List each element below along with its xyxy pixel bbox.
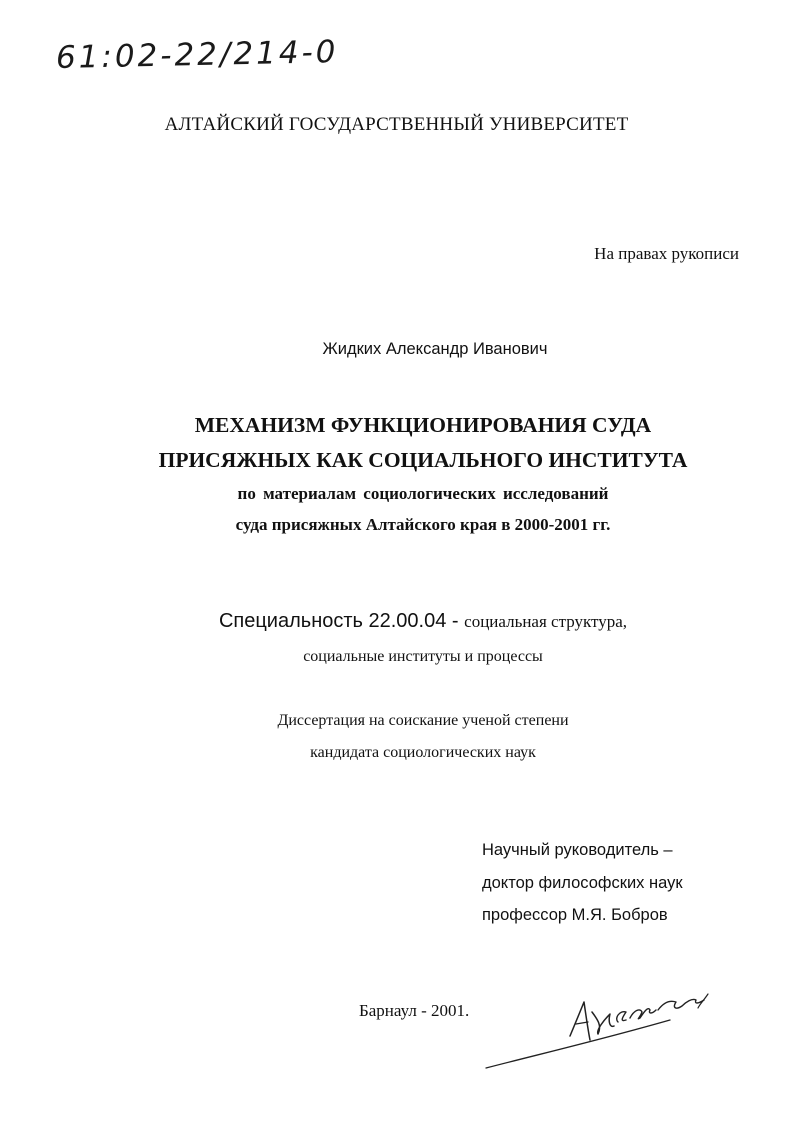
author-signature: [480, 990, 730, 1080]
manuscript-rights-note: На правах рукописи: [594, 244, 739, 263]
subtitle-line-1: по материалам социологических исследований: [237, 484, 609, 503]
specialty-label: Специальность: [218, 610, 363, 632]
archive-code-handwritten: 61:02-22/214-0: [55, 34, 339, 76]
title-line-2: ПРИСЯЖНЫХ КАК СОЦИАЛЬНОГО ИНСТИТУТА: [158, 448, 688, 472]
dissertation-line-1: Диссертация на соискание ученой степени: [277, 712, 569, 729]
specialty-name-line-1: социальная структура,: [464, 612, 628, 631]
specialty-code: 22.00.04: [368, 610, 447, 632]
supervisor-role: Научный руководитель –: [482, 841, 673, 859]
university-name: АЛТАЙСКИЙ ГОСУДАРСТВЕННЫЙ УНИВЕРСИТЕТ: [164, 114, 629, 135]
specialty-line: [0, 610, 793, 633]
city-year: Барнаул - 2001.: [359, 1001, 470, 1020]
author-name: Жидких Александр Иванович: [322, 340, 548, 358]
specialty-dash: -: [451, 610, 459, 632]
subtitle-line-2: суда присяжных Алтайского края в 2000-2001 гг.: [235, 515, 611, 534]
supervisor-degree: доктор философских наук: [482, 874, 683, 892]
dissertation-line-2: кандидата социологических наук: [310, 744, 536, 761]
title-line-1: МЕХАНИЗМ ФУНКЦИОНИРОВАНИЯ СУДА: [194, 413, 652, 437]
specialty-name-line-2: социальные институты и процессы: [303, 648, 543, 665]
supervisor-name: профессор М.Я. Бобров: [482, 906, 668, 924]
